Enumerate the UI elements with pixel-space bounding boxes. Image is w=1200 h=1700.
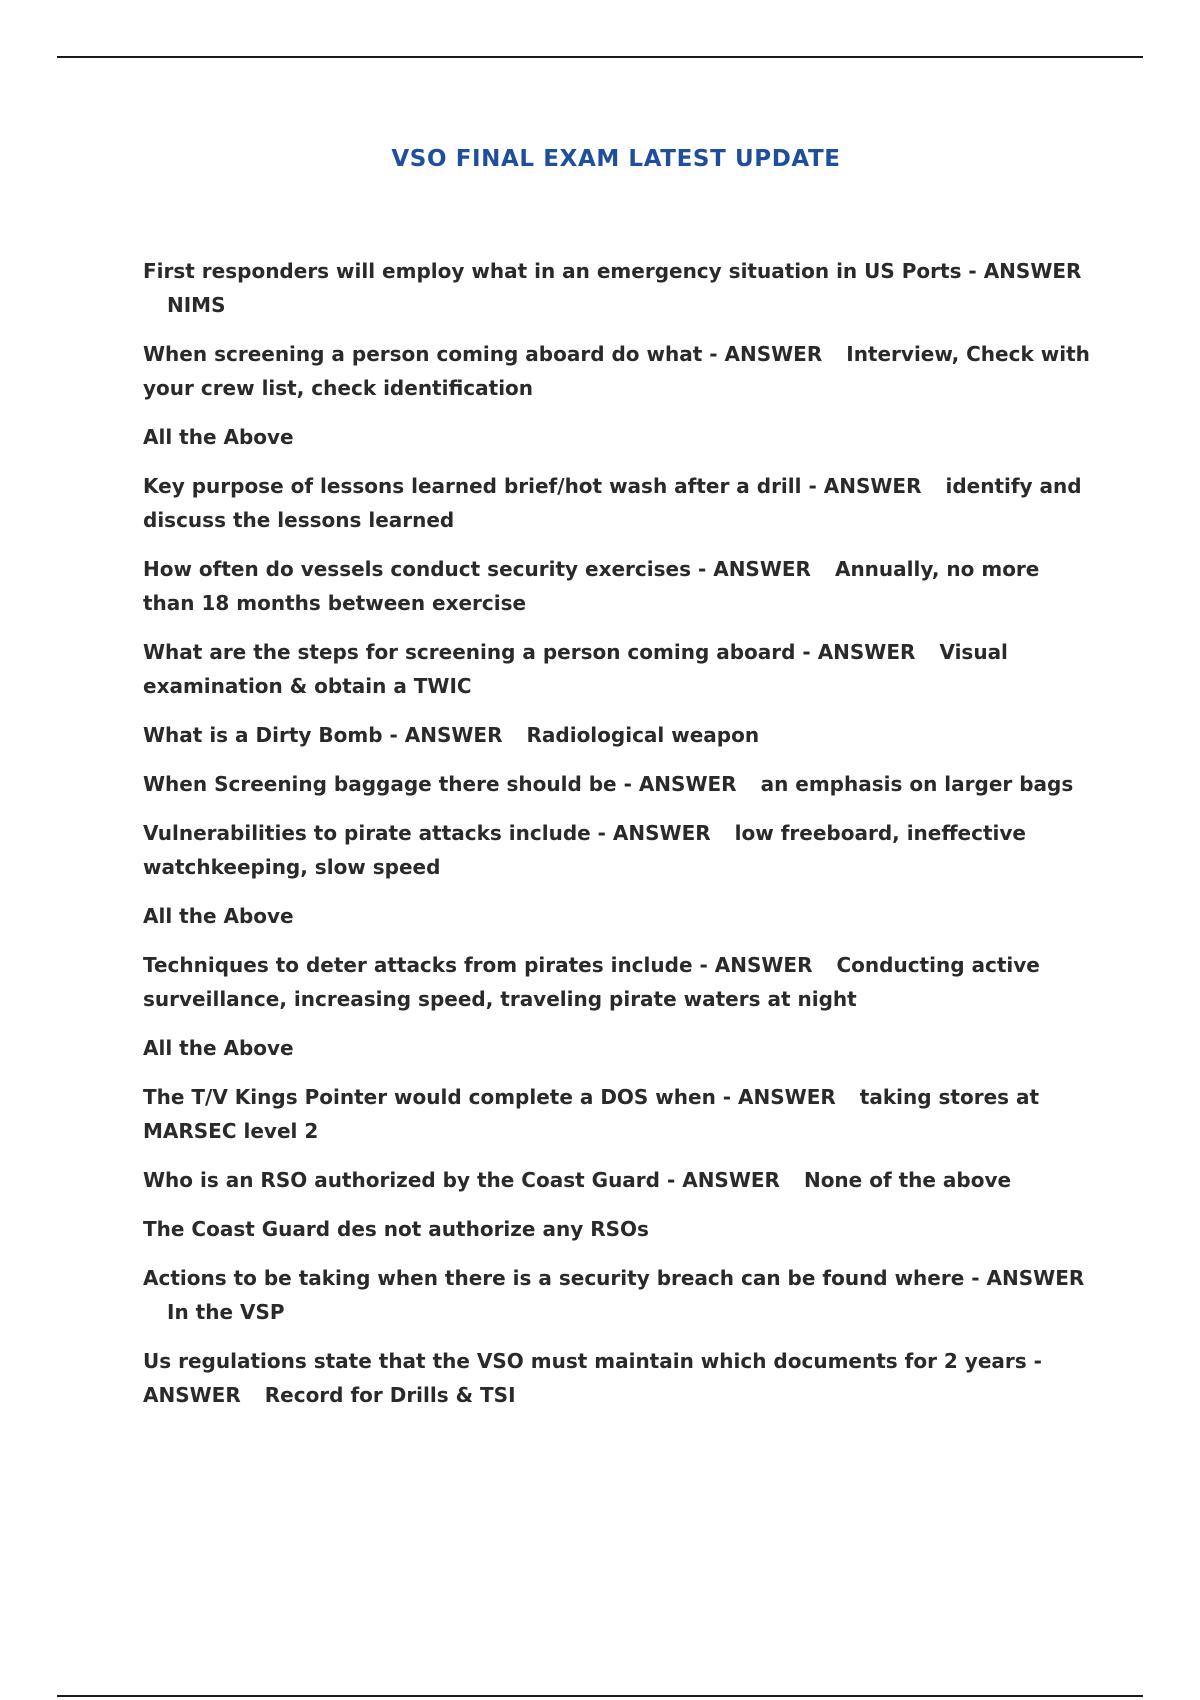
question-text: Techniques to deter attacks from pirates include - ANSWER [143,953,813,977]
qa-item [143,816,1093,884]
qa-item [143,1261,1093,1329]
qa-item [143,552,1093,620]
question-text: Who is an RSO authorized by the Coast Guard - ANSWER [143,1168,780,1192]
question-text: Key purpose of lessons learned brief/hot wash after a drill - ANSWER [143,474,922,498]
answer-text: Conducting active surveillance, increasing speed, traveling pirate waters at night [143,953,1040,1011]
qa-item [143,635,1093,703]
question-text: When Screening baggage there should be - ANSWER [143,772,737,796]
question-text: Vulnerabilities to pirate attacks include - ANSWER [143,821,711,845]
answer-text: Interview, Check with your crew list, check identification [143,342,1090,400]
answer-text: an emphasis on larger bags [760,772,1074,796]
question-text: The T/V Kings Pointer would complete a DOS when - ANSWER [143,1085,836,1109]
question-text: How often do vessels conduct security exercises - ANSWER [143,557,811,581]
question-text: All the Above [143,1036,294,1060]
answer-text: Annually, no more than 18 months between exercise [143,557,1040,615]
question-text: All the Above [143,425,294,449]
qa-item [143,254,1093,322]
qa-item [143,469,1093,537]
answer-text: NIMS [167,293,226,317]
answer-text: low freeboard, ineffective watchkeeping, slow speed [143,821,1026,879]
qa-item [143,718,1093,752]
answer-text: taking stores at MARSEC level 2 [143,1085,1040,1143]
qa-list [143,254,1093,1427]
question-text: When screening a person coming aboard do what - ANSWER [143,342,823,366]
qa-item [143,1163,1093,1197]
question-text: What is a Dirty Bomb - ANSWER [143,723,503,747]
qa-item [143,948,1093,1016]
question-text: All the Above [143,904,294,928]
qa-item [143,1212,1093,1246]
question-text: Actions to be taking when there is a security breach can be found where - ANSWER [143,1266,1085,1290]
qa-item [143,1031,1093,1065]
answer-text: identify and discuss the lessons learned [143,474,1082,532]
qa-item [143,899,1093,933]
qa-item [143,1080,1093,1148]
answer-text: None of the above [803,1168,1012,1192]
question-text: First responders will employ what in an emergency situation in US Ports - ANSWER [143,259,1082,283]
answer-text: Radiological weapon [526,723,760,747]
top-rule [57,56,1143,58]
qa-item [143,420,1093,454]
question-text: The Coast Guard des not authorize any RSOs [143,1217,649,1241]
answer-text: Visual examination & obtain a TWIC [143,640,1008,698]
question-text: What are the steps for screening a person coming aboard - ANSWER [143,640,916,664]
answer-text: Record for Drills & TSI [264,1383,516,1407]
qa-item [143,767,1093,801]
qa-item [143,1344,1093,1412]
qa-item [143,337,1093,405]
bottom-rule [57,1695,1143,1697]
question-text: Us regulations state that the VSO must maintain which documents for 2 years - ANSWER [143,1349,1042,1407]
document-title: VSO FINAL EXAM LATEST UPDATE [391,146,841,172]
answer-text: In the VSP [167,1300,285,1324]
